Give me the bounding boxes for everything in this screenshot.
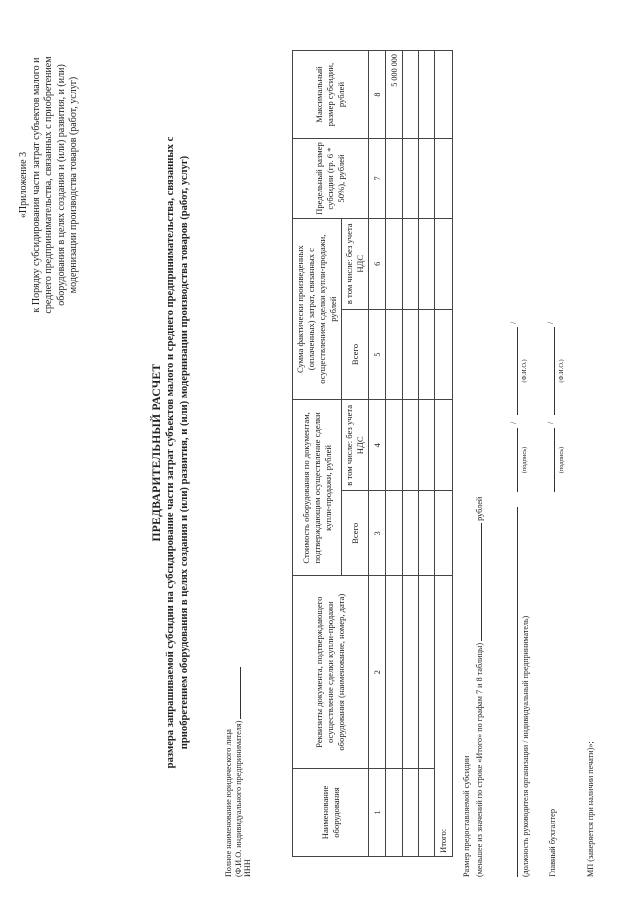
total-cell[interactable] xyxy=(435,51,453,139)
header-actual-no-vat: в том числе: без учета НДС xyxy=(342,218,369,309)
fio-hint: (Ф.И.О.) xyxy=(558,359,565,383)
table-cell[interactable] xyxy=(386,218,403,309)
header-actual-costs: Сумма фактически произведенных (оплаченных) затрат, связанных с осуществлением сделки купли-продажи, рублей xyxy=(293,218,342,400)
signature-hint: (подпись) xyxy=(521,446,528,474)
table-cell[interactable] xyxy=(419,309,435,400)
slash: / xyxy=(509,421,518,424)
table-cell[interactable] xyxy=(403,400,419,491)
table-cell[interactable] xyxy=(419,768,435,856)
column-number-row xyxy=(369,51,386,857)
column-number: 8 xyxy=(369,51,386,139)
table-cell[interactable] xyxy=(386,400,403,491)
table-cell[interactable] xyxy=(419,576,435,769)
column-number: 6 xyxy=(369,218,386,309)
column-number: 7 xyxy=(369,139,386,219)
total-label: Итого: xyxy=(435,576,453,857)
document-title xyxy=(150,40,192,865)
table-cell[interactable] xyxy=(403,491,419,576)
table-cell[interactable] xyxy=(403,768,419,856)
table-cell[interactable] xyxy=(419,51,435,139)
table-row xyxy=(386,51,403,857)
header-equipment-name: Наименование оборудования xyxy=(293,768,369,856)
header-cost-total: Всего xyxy=(342,491,369,576)
appendix-line-3: среднего предпринимательства, связанных с приобретением xyxy=(43,56,54,314)
appendix-block xyxy=(18,20,81,350)
table-cell[interactable] xyxy=(386,576,403,769)
applicant-block xyxy=(224,667,253,877)
slash: / xyxy=(546,421,555,424)
director-signature-field[interactable] xyxy=(508,428,518,492)
title-line-2: приобретением оборудования в целях создания и (или) развития, и (или) модернизации производства товаров (работ, услуг) xyxy=(179,155,190,750)
signature-hint: (подпись) xyxy=(558,446,565,474)
total-row xyxy=(435,51,453,857)
slash: / xyxy=(509,321,518,324)
table-cell[interactable] xyxy=(403,309,419,400)
appendix-line-4: оборудования в целях создания и (или) развития, и (или) xyxy=(55,64,67,306)
table-cell[interactable] xyxy=(386,491,403,576)
stamp-note-text: МП (заверяется при наличии печати)»; xyxy=(586,741,595,877)
appendix-line-1: «Приложение 3 xyxy=(18,151,29,219)
column-number: 4 xyxy=(369,400,386,491)
subsidy-size-field[interactable] xyxy=(472,523,482,641)
appendix-line-5: модернизации производства товаров (работ, услуг) xyxy=(68,76,79,294)
subsidy-size-note: (меньшее из значений по строке «Итого» по графам 7 и 8 таблицы) xyxy=(475,642,484,877)
total-cell[interactable] xyxy=(435,139,453,219)
accountant-label: Главный бухгалтер xyxy=(548,808,557,877)
table-row xyxy=(419,51,435,857)
header-limit-subsidy: Предельный размер субсидии (гр. 6 * 50%), рублей xyxy=(293,139,369,219)
accountant-fio-field[interactable] xyxy=(545,327,555,415)
table-cell[interactable] xyxy=(419,218,435,309)
column-number: 2 xyxy=(369,576,386,769)
column-number: 5 xyxy=(369,309,386,400)
accountant-signature-row xyxy=(545,177,569,877)
appendix-line-2: к Порядку субсидирования части затрат субъектов малого и xyxy=(30,57,42,313)
director-signature-row xyxy=(508,177,532,877)
header-max-subsidy: Максимальный размер субсидии, рублей xyxy=(293,51,369,139)
table-cell[interactable] xyxy=(403,576,419,769)
total-cell[interactable] xyxy=(435,491,453,576)
fio-hint: (Ф.И.О.) xyxy=(521,359,528,383)
header-equipment-cost: Стоимость оборудования по документам, подтверждающим осуществление сделки купли-продажи, рублей xyxy=(293,400,342,576)
title-line-1: размера запрашиваемой субсидии на субсидирование части затрат субъектов малого и среднего предпринимательства, связанных с xyxy=(165,136,176,769)
table-cell[interactable] xyxy=(419,139,435,219)
title-heading: ПРЕДВАРИТЕЛЬНЫЙ РАСЧЕТ xyxy=(151,363,163,542)
header-actual-total: Всего xyxy=(342,309,369,400)
column-number: 3 xyxy=(369,491,386,576)
subsidy-size-label: Размер предоставляемой субсидии xyxy=(462,755,471,877)
max-subsidy-value: 5 000 000 xyxy=(386,51,403,139)
table-cell[interactable] xyxy=(419,400,435,491)
total-cell[interactable] xyxy=(435,218,453,309)
table-cell[interactable] xyxy=(386,139,403,219)
fio-label: (Ф.И.О. индивидуального предпринимателя) xyxy=(233,720,243,877)
table-cell[interactable] xyxy=(403,218,419,309)
header-cost-no-vat: в том числе: без учета НДС xyxy=(342,400,369,491)
stamp-note xyxy=(586,741,596,877)
table-cell[interactable] xyxy=(386,309,403,400)
inn-label: ИНН xyxy=(243,859,253,877)
subsidy-calculation-table xyxy=(292,50,453,857)
table-cell[interactable] xyxy=(419,491,435,576)
table-row xyxy=(403,51,419,857)
position-label: (должность руководителя организации / индивидуальный предприниматель) xyxy=(521,615,530,877)
table-cell[interactable] xyxy=(403,139,419,219)
table-cell[interactable] xyxy=(386,768,403,856)
subsidy-size-block xyxy=(462,497,485,877)
total-cell[interactable] xyxy=(435,309,453,400)
column-number: 1 xyxy=(369,768,386,856)
table-cell[interactable] xyxy=(403,51,419,139)
accountant-signature-field[interactable] xyxy=(545,428,555,492)
slash: / xyxy=(546,321,555,324)
director-fio-field[interactable] xyxy=(508,327,518,415)
org-name-field[interactable] xyxy=(240,667,241,719)
position-field[interactable] xyxy=(508,507,518,877)
header-document-details: Реквизиты документа, подтверждающего осуществление сделки купли-продажи оборудования (наименование, номер, дата) xyxy=(293,576,369,769)
currency-label: рублей xyxy=(475,496,484,521)
total-cell[interactable] xyxy=(435,400,453,491)
org-name-label: Полное наименование юридического лица xyxy=(224,729,233,877)
